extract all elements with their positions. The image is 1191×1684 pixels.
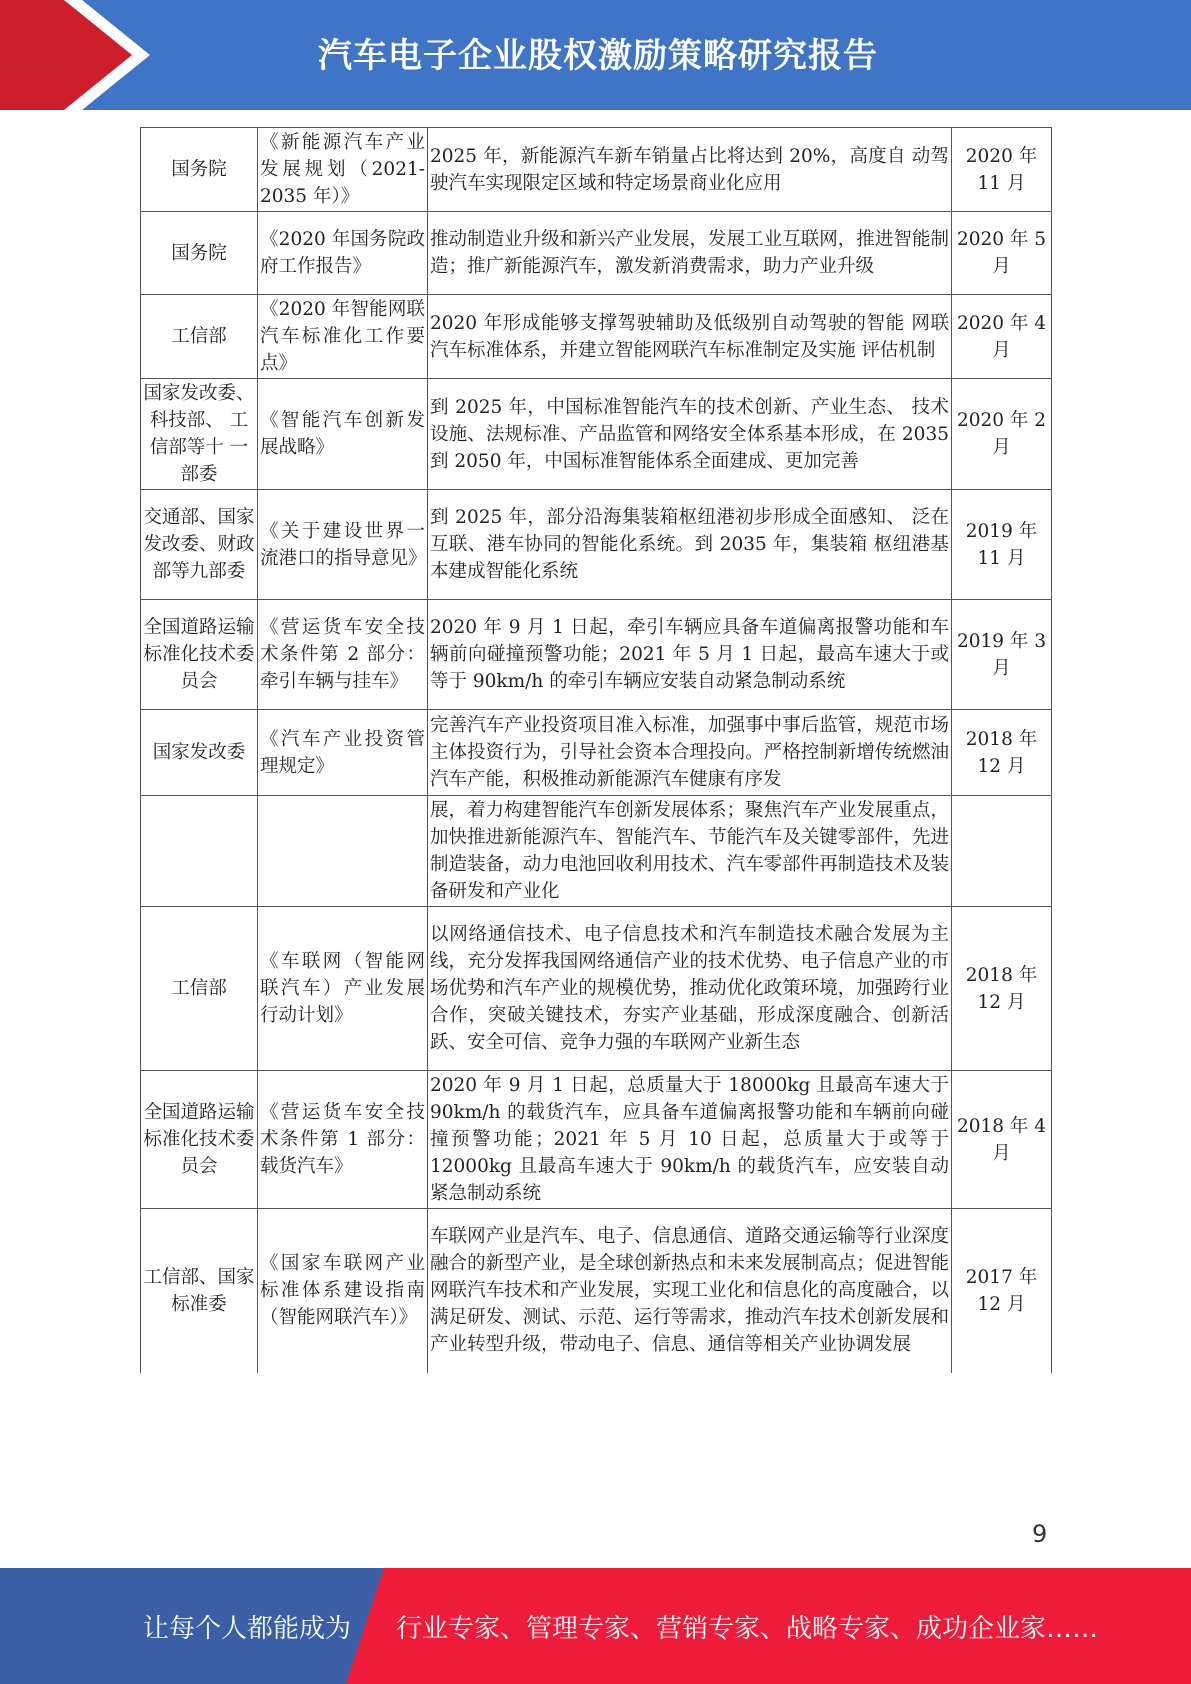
issuing-department: 国家发改委、科技部、 工信部等十 一部委 [141,379,258,490]
issuing-department: 工信部 [141,295,258,379]
policy-content: 2020 年形成能够支撑驾驶辅助及低级别自动驾驶的智能 网联汽车标准体系，并建立智能网联汽车标准制定及实施 评估机制 [428,295,952,379]
issue-date: 2018 年 12 月 [952,710,1052,796]
table-row [141,490,1052,600]
issuing-department: 交通部、国家发改委、财政部等九部委 [141,490,258,600]
policy-document: 《新能源汽车产业发展规划（2021-2035 年）》 [258,128,428,212]
page-number: 9 [1032,1520,1048,1548]
page-footer [0,1568,1191,1684]
table-row [141,212,1052,295]
policy-content: 推动制造业升级和新兴产业发展，发展工业互联网，推进智能制造；推广新能源汽车，激发新消费需求，助力产业升级 [428,212,952,295]
policy-content: 完善汽车产业投资项目准入标准，加强事中事后监管，规范市场主体投资行为，引导社会资本合理投向。严格控制新增传统燃油汽车产能，积极推动新能源汽车健康有序发 [428,710,952,796]
table-row [141,796,1052,907]
issue-date: 2017 年 12 月 [952,1209,1052,1373]
table-row [141,379,1052,490]
table-row [141,600,1052,710]
policy-content: 2020 年 9 月 1 日起，总质量大于 18000kg 且最高车速大于 90km/h 的载货汽车，应具备车道偏离报警功能和车辆前向碰撞预警功能；2021 年 5 月 10 日起，总质量大于或等于 12000kg 且最高车速大于 90km/h 的载货汽车，应安装自动紧急制动系统 [428,1071,952,1209]
issuing-department [141,796,258,907]
policy-content: 到 2025 年，部分沿海集装箱枢纽港初步形成全面感知、 泛在互联、港车协同的智能化系统。到 2035 年，集装箱 枢纽港基本建成智能化系统 [428,490,952,600]
issuing-department: 国务院 [141,212,258,295]
policy-document: 《车联网（智能网联汽车）产业发展行动计划》 [258,907,428,1071]
issuing-department: 全国道路运输标准化技术委员会 [141,600,258,710]
policy-content: 以网络通信技术、电子信息技术和汽车制造技术融合发展为主线，充分发挥我国网络通信产业的技术优势、电子信息产业的市场优势和汽车产业的规模优势，推动优化政策环境，加强跨行业合作，突破关键技术，夯实产业基础，形成深度融合、创新活跃、安全可信、竞争力强的车联网产业新生态 [428,907,952,1071]
table-row [141,128,1052,212]
policy-document: 《国家车联网产业标准体系建设指南（智能网联汽车）》 [258,1209,428,1373]
table-row [141,907,1052,1071]
issue-date: 2020 年 4 月 [952,295,1052,379]
issue-date: 2019 年 11 月 [952,490,1052,600]
issuing-department: 国家发改委 [141,710,258,796]
page-header [0,0,1191,110]
policy-content: 车联网产业是汽车、电子、信息通信、道路交通运输等行业深度融合的新型产业，是全球创新热点和未来发展制高点；促进智能网联汽车技术和产业发展，实现工业化和信息化的高度融合，以满足研发、测试、示范、运行等需求，推动汽车技术创新发展和产业转型升级，带动电子、信息、通信等相关产业协调发展 [428,1209,952,1373]
issuing-department: 工信部 [141,907,258,1071]
footer-slogan-left: 让每个人都能成为 [143,1614,352,1644]
issue-date: 2018 年 12 月 [952,907,1052,1071]
table-row [141,1209,1052,1373]
policy-document: 《汽车产业投资管理规定》 [258,710,428,796]
policy-content: 展，着力构建智能汽车创新发展体系；聚焦汽车产业发展重点，加快推进新能源汽车、智能汽车、节能汽车及关键零部件，先进制造装备，动力电池回收利用技术、汽车零部件再制造技术及装备研发和产业化 [428,796,952,907]
policy-content: 到 2025 年，中国标准智能汽车的技术创新、产业生态、 技术设施、法规标准、产品监管和网络安全体系基本形成，在 2035 到 2050 年，中国标准智能体系全面建成、更加完善 [428,379,952,490]
policy-document: 《营运货车安全技术条件第 1 部分：载货汽车》 [258,1071,428,1209]
table-row [141,1071,1052,1209]
issue-date: 2020 年 11 月 [952,128,1052,212]
policy-document [258,796,428,907]
issue-date [952,796,1052,907]
table-row [141,710,1052,796]
policy-document: 《2020 年国务院政府工作报告》 [258,212,428,295]
policy-content: 2025 年，新能源汽车新车销量占比将达到 20%，高度自 动驾驶汽车实现限定区域和特定场景商业化应用 [428,128,952,212]
policy-document: 《2020 年智能网联汽车标准化工作要点》 [258,295,428,379]
policy-content: 2020 年 9 月 1 日起，牵引车辆应具备车道偏离报警功能和车辆前向碰撞预警功能；2021 年 5 月 1 日起，最高车速大于或等于 90km/h 的牵引车辆应安装自动紧急制动系统 [428,600,952,710]
table-row [141,295,1052,379]
policy-document: 《智能汽车创新发展战略》 [258,379,428,490]
issuing-department: 工信部、国家标准委 [141,1209,258,1373]
policy-document: 《营运货车安全技术条件第 2 部分：牵引车辆与挂车》 [258,600,428,710]
issue-date: 2018 年 4 月 [952,1071,1052,1209]
report-title: 汽车电子企业股权激励策略研究报告 [318,36,878,76]
issue-date: 2020 年 2 月 [952,379,1052,490]
issuing-department: 国务院 [141,128,258,212]
header-chevron-red [0,0,140,110]
issue-date: 2019 年 3 月 [952,600,1052,710]
footer-slogan-right: 行业专家、管理专家、营销专家、战略专家、成功企业家…… [396,1614,1099,1644]
policy-document: 《关于建设世界一流港口的指导意见》 [258,490,428,600]
issue-date: 2020 年 5 月 [952,212,1052,295]
policy-table [140,127,1052,1373]
issuing-department: 全国道路运输标准化技术委员会 [141,1071,258,1209]
